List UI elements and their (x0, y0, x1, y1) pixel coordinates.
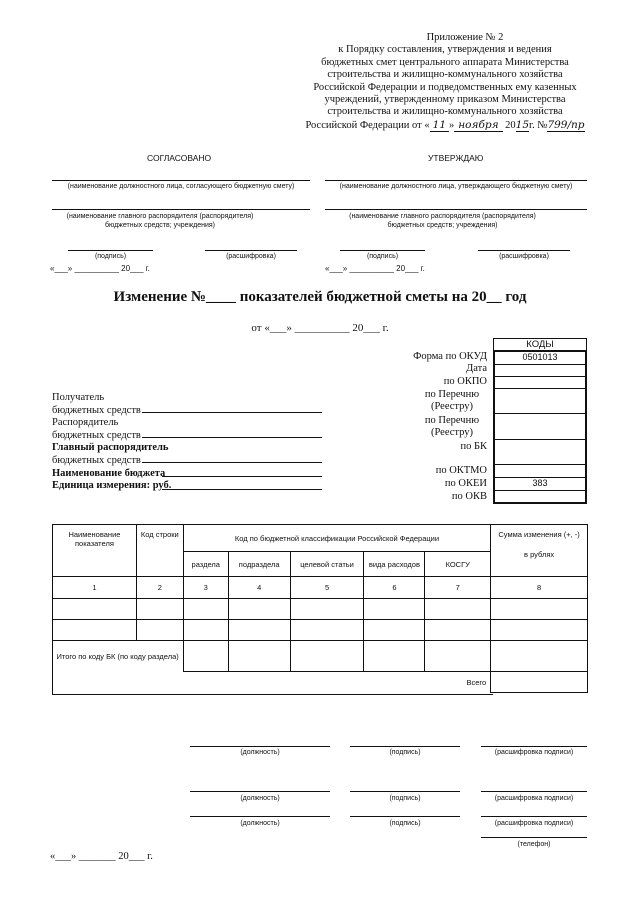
table-row (53, 599, 588, 620)
phone-line (481, 837, 587, 838)
left-official-line (52, 180, 310, 181)
col-sub-kosgu: КОСГУ (425, 552, 491, 577)
left-manager-caption: (наименование главного распорядителя (распорядителя) бюджетных средств; учреждения) (66, 213, 254, 229)
signature-line-1 (350, 746, 460, 747)
decoding-line-3 (481, 816, 587, 817)
label-oktmo: по ОКТМО (435, 465, 487, 476)
col-header-code: Код строки (136, 525, 183, 577)
right-approval-date: «___» __________ 20___ г. (325, 264, 425, 273)
order-number: 799/пр (547, 118, 585, 131)
unit-label: Единица измерения: руб. (52, 480, 172, 492)
label-okv: по ОКВ (451, 491, 487, 502)
decoding-caption-3: (расшифровка подписи) (494, 820, 574, 827)
title-date: от «___» __________ 20___ г. (251, 322, 389, 334)
col-sub-rubles: в рублях (524, 550, 555, 559)
codes-header: КОДЫ (493, 338, 587, 350)
appendix-line: бюджетных смет центрального аппарата Министерства (321, 56, 569, 68)
col-header-sum: Сумма изменения (+, -) в рублях (491, 525, 588, 577)
right-signature-caption: (подпись) (366, 253, 399, 260)
manager-label-1: Распорядитель (52, 417, 119, 429)
code-oktmo (495, 464, 585, 478)
grand-total-value[interactable] (491, 672, 588, 693)
col-number: 5 (290, 577, 364, 599)
grand-total-label: Всего (53, 672, 491, 693)
agreed-label: СОГЛАСОВАНО (147, 153, 212, 163)
left-decoding-caption: (расшифровка) (226, 253, 276, 260)
manager-line (142, 437, 322, 438)
col-number: 6 (364, 577, 425, 599)
left-official-caption: (наименование должностного лица, согласующего бюджетную смету) (67, 183, 295, 190)
appendix-title: Приложение № 2 (426, 32, 504, 43)
signature-caption-2: (подпись) (389, 795, 421, 802)
code-okei: 383 (495, 477, 585, 491)
order-month: ноября (454, 119, 502, 132)
phone-caption: (телефон) (517, 841, 551, 848)
position-caption-3: (должность) (240, 820, 280, 827)
left-manager-line (52, 209, 310, 210)
label-register-1: по Перечню (Реестру) (424, 389, 480, 412)
label-okpo: по ОКПО (443, 376, 487, 387)
appendix-line: к Порядку составления, утверждения и ведения (338, 44, 552, 56)
recipient-label-1: Получатель (52, 392, 105, 403)
fields-block (52, 392, 171, 493)
right-manager-line (325, 209, 587, 210)
position-line-3 (190, 816, 330, 817)
signature-line-2 (350, 791, 460, 792)
right-manager-caption: (наименование главного распорядителя (распорядителя) бюджетных средств; учреждения) (349, 213, 536, 229)
label-date: Дата (466, 363, 487, 374)
col-sub-subsection: подраздела (228, 552, 290, 577)
label-register-2: по Перечню (Реестру) (424, 415, 480, 438)
grand-total-row (53, 672, 588, 693)
page-title: Изменение №____ показателей бюджетной сметы на 20__ год (113, 289, 527, 305)
signature-caption-1: (подпись) (389, 749, 421, 756)
decoding-line-1 (481, 746, 587, 747)
unit-line (162, 489, 322, 490)
col-number: 7 (425, 577, 491, 599)
right-official-caption: (наименование должностного лица, утверждающего бюджетную смету) (339, 183, 573, 190)
table-outer-bottom (52, 694, 493, 695)
order-day: 11 (430, 119, 449, 132)
col-sub-target: целевой статьи (290, 552, 364, 577)
col-number: 4 (228, 577, 290, 599)
table-row (53, 620, 588, 641)
right-decoding-line (478, 250, 570, 251)
appendix-line: учреждений, утвержденному приказом Министерства (324, 94, 566, 106)
position-line-2 (190, 791, 330, 792)
chief-label-1: Главный распорядитель (52, 442, 169, 454)
appendix-line: строительства и жилищно-коммунального хозяйства (327, 69, 563, 81)
left-signature-caption: (подпись) (94, 253, 127, 260)
left-signature-line (68, 250, 153, 251)
total-bk-label: Итого по коду БК (по коду раздела) (53, 641, 184, 672)
manager-label-2: бюджетных средств (52, 429, 141, 441)
decoding-line-2 (481, 791, 587, 792)
col-number: 3 (183, 577, 228, 599)
signature-line-3 (350, 816, 460, 817)
signature-date: «___» _______ 20___ г. (50, 851, 153, 862)
appendix-line: Российской Федерации и подведомственных ему казенных (313, 81, 577, 93)
appendix-order-line: Российской Федерации от « 11 » ноября 2015г. №799/пр (305, 118, 585, 131)
decoding-caption-1: (расшифровка подписи) (494, 749, 574, 756)
codes-column (493, 350, 587, 504)
chief-label-2: бюджетных средств (52, 454, 141, 466)
appendix-block (300, 32, 590, 132)
chief-line (142, 462, 322, 463)
left-approval-date: «___» __________ 20___ г. (50, 264, 150, 273)
left-decoding-line (205, 250, 297, 251)
appendix-line: строительства и жилищно-коммунального хозяйства (327, 106, 563, 118)
col-sub-section: раздела (183, 552, 228, 577)
budget-label: Наименование бюджета (52, 467, 166, 479)
position-caption-2: (должность) (240, 795, 280, 802)
approved-label: УТВЕРЖДАЮ (428, 153, 484, 163)
decoding-caption-2: (расшифровка подписи) (494, 795, 574, 802)
total-bk-row (53, 641, 588, 672)
code-register-1 (495, 388, 585, 414)
label-okei: по ОКЕИ (444, 478, 487, 489)
order-year: 15 (515, 118, 530, 131)
label-bk: по БК (460, 441, 487, 452)
code-okud: 0501013 (495, 352, 585, 365)
code-okv (495, 490, 585, 502)
recipient-line (142, 412, 322, 413)
budget-table (52, 524, 588, 693)
right-official-line (325, 180, 587, 181)
code-register-2 (495, 413, 585, 440)
signature-caption-3: (подпись) (389, 820, 421, 827)
right-decoding-caption: (расшифровка) (499, 253, 549, 260)
col-header-name: Наименование показателя (53, 525, 137, 577)
numbers-row (53, 577, 588, 599)
right-signature-line (340, 250, 425, 251)
position-line-1 (190, 746, 330, 747)
col-header-bk: Код по бюджетной классификации Российской Федерации (183, 525, 490, 552)
table-outer-left (52, 524, 53, 695)
col-number: 1 (53, 577, 137, 599)
col-number: 8 (491, 577, 588, 599)
position-caption-1: (должность) (240, 749, 280, 756)
budget-line (162, 476, 322, 477)
recipient-label-2: бюджетных средств (52, 404, 141, 416)
col-number: 2 (136, 577, 183, 599)
label-okud: Форма по ОКУД (413, 351, 487, 362)
code-bk (495, 439, 585, 465)
col-sub-expense: вида расходов (364, 552, 425, 577)
